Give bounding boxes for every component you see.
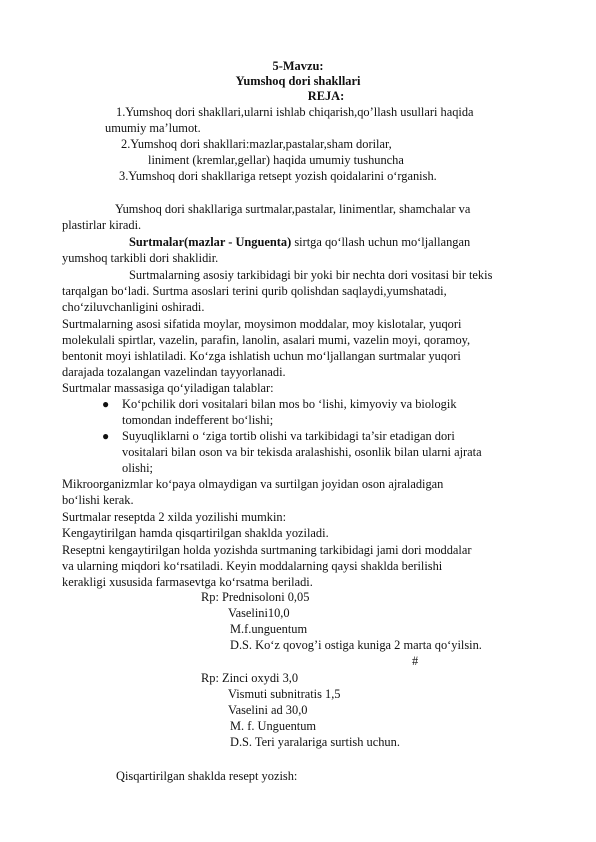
- definition-line-1: [129, 235, 470, 250]
- intro-line-1: Yumshoq dori shakllariga surtmalar,pastalar, linimentlar, shamchalar va: [115, 202, 471, 216]
- bullet-2-line-2: vositalari bilan oson va bir tekisda aralashishi, osonlik bilan ularni ajrata: [122, 445, 482, 459]
- paragraph-6-line-2: bo‘lishi kerak.: [62, 493, 134, 507]
- bullet-dot-icon: ●: [102, 429, 110, 443]
- intro-line-2: plastirlar kiradi.: [62, 218, 142, 232]
- plan-item-2-cont: liniment (kremlar,gellar) haqida umumiy tushuncha: [148, 153, 404, 167]
- plan-item-3: 3.Yumshoq dori shakllariga retsept yozish qoidalarini o‘rganish.: [119, 169, 437, 183]
- requirements-heading: Surtmalar massasiga qo‘yiladigan talablar:: [62, 381, 274, 395]
- rx2-line-5: D.S. Teri yaralariga surtish uchun.: [230, 735, 400, 749]
- rx1-line-4: D.S. Ko‘z qovog’i ostiga kuniga 2 marta qo‘yilsin.: [230, 638, 482, 652]
- paragraph-6-line-1: Mikroorganizmlar ko‘paya olmaydigan va surtilgan joyidan oson ajraladigan: [62, 477, 444, 491]
- topic-heading: 5-Mavzu:: [272, 59, 324, 73]
- rx-separator: #: [412, 654, 419, 668]
- rx2-line-4: M. f. Unguentum: [230, 719, 317, 733]
- paragraph-7: Surtmalar reseptda 2 xilda yozilishi mumkin:: [62, 510, 287, 524]
- paragraph-9-line-1: Reseptni kengaytirilgan holda yozishda surtmaning tarkibidagi jami dori moddalar: [62, 543, 472, 557]
- paragraph-4-line-4: darajada tozalangan vazelindan tayyorlanadi.: [62, 365, 286, 379]
- rx2-line-2: Vismuti subnitratis 1,5: [228, 687, 341, 701]
- rx2-line-3: Vaselini ad 30,0: [228, 703, 308, 717]
- bullet-2-line-1: Suyuqliklarni o ‘ziga tortib olishi va tarkibidagi ta’sir etadigan dori: [122, 429, 455, 443]
- paragraph-9-line-2: va ularning miqdori ko‘rsatiladi. Keyin moddalarning qaysi shaklda berilishi: [62, 559, 443, 573]
- rx1-line-3: M.f.unguentum: [230, 622, 308, 636]
- bullet-dot-icon: ●: [102, 397, 110, 411]
- paragraph-3-line-3: cho‘ziluvchanligini oshiradi.: [62, 300, 205, 314]
- plan-item-1: 1.Yumshoq dori shakllari,ularni ishlab chiqarish,qo’llash usullari haqida: [116, 105, 474, 119]
- plan-item-2: 2.Yumshoq dori shakllari:mazlar,pastalar,sham dorilar,: [121, 137, 392, 151]
- paragraph-9-line-3: kerakligi xususida farmasevtga ko‘rsatma beriladi.: [62, 575, 313, 589]
- paragraph-4-line-2: molekulali spirtlar, vazelin, parafin, lanolin, asalari mumi, vazelin moyi, qoramoy,: [62, 333, 471, 347]
- paragraph-8: Kengaytirilgan hamda qisqartirilgan shaklda yoziladi.: [62, 526, 329, 540]
- plan-heading: REJA:: [307, 89, 345, 103]
- definition-text: sirtga qo‘llash uchun mo‘ljallangan: [291, 235, 471, 249]
- page-title: Yumshoq dori shakllari: [235, 74, 361, 88]
- definition-term: Surtmalar(mazlar - Unguenta): [129, 235, 292, 249]
- paragraph-3-line-2: tarqalgan bo‘ladi. Surtma asoslari terini qurib qolishdan saqlaydi,yumshatadi,: [62, 284, 447, 298]
- bullet-1-line-2: tomondan indefferent bo‘lishi;: [122, 413, 274, 427]
- plan-item-1-cont: umumiy ma’lumot.: [105, 121, 201, 135]
- rx1-line-2: Vaselini10,0: [228, 606, 290, 620]
- rx2-line-1: Rp: Zinci oxydi 3,0: [201, 671, 299, 685]
- bullet-1-line-1: Ko‘pchilik dori vositalari bilan mos bo ‘lishi, kimyoviy va biologik: [122, 397, 457, 411]
- short-form-heading: Qisqartirilgan shaklda resept yozish:: [116, 769, 298, 783]
- definition-line-2: yumshoq tarkibli dori shaklidir.: [62, 251, 219, 265]
- rx1-line-1: Rp: Prednisoloni 0,05: [201, 590, 310, 604]
- bullet-2-line-3: olishi;: [122, 461, 153, 475]
- paragraph-3-line-1: Surtmalarning asosiy tarkibidagi bir yoki bir nechta dori vositasi bir tekis: [129, 268, 493, 282]
- paragraph-4-line-3: bentonit moyi ishlatiladi. Ko‘zga ishlatish uchun mo‘ljallangan surtmalar yuqori: [62, 349, 461, 363]
- paragraph-4-line-1: Surtmalarning asosi sifatida moylar, moysimon moddalar, moy kislotalar, yuqori: [62, 317, 462, 331]
